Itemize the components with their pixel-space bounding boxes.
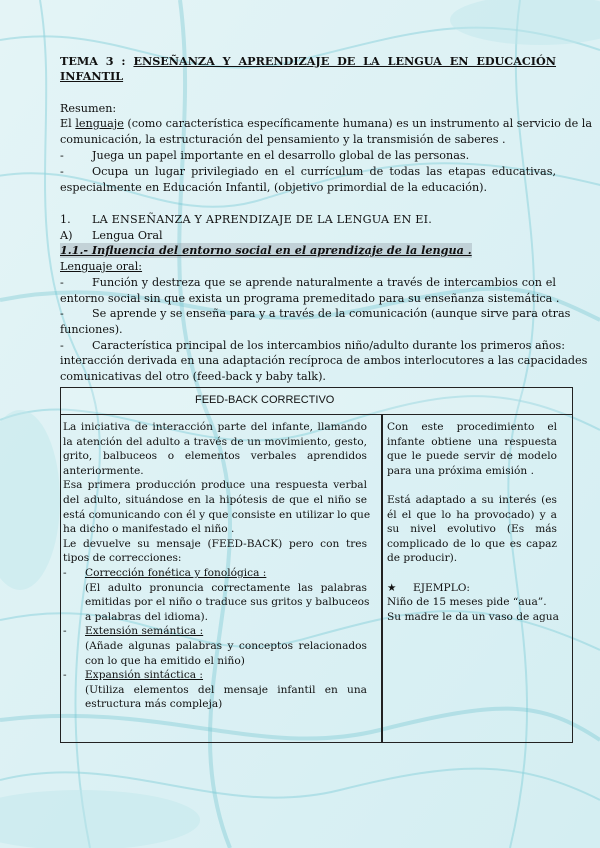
left-line: anteriormente. <box>63 464 144 477</box>
left-line: Esa primera producción produce una respuesta verbal <box>63 479 367 492</box>
correction-2-line: con lo que ha emitido el niño) <box>85 654 245 667</box>
subsection-a-label: A) <box>60 229 73 242</box>
right-line: de producir). <box>387 552 458 565</box>
feedback-table-header: FEED-BACK CORRECTIVO <box>195 394 335 406</box>
right-line: que le puede servir de modelo <box>387 450 557 463</box>
oral-bullet-3-line3: comunicativas del otro (feed-back y baby talk). <box>60 370 326 383</box>
oral-bullet-3-line1: Característica principal de los intercambios niño/adulto durante los primeros años: <box>92 339 566 352</box>
resumen-p1-b: (como característica específicamente humana) es un instrumento al servicio de la <box>127 117 593 130</box>
document-title <box>60 54 556 84</box>
oral-bullet-1-line1: Función y destreza que se aprende naturalmente a través de intercambios con el <box>92 276 556 289</box>
resumen-bullet-2-line2: especialmente en Educación Infantil, (objetivo primordial de la educación). <box>60 181 488 194</box>
example-label: EJEMPLO: <box>413 581 470 594</box>
right-line: Está adaptado a su interés (es <box>387 493 557 506</box>
correction-2-title-row: - Extensión semántica : <box>63 625 204 638</box>
title-line1: ENSEÑANZA Y APRENDIZAJE DE LA LENGUA EN EDUCACIÓN <box>133 54 557 68</box>
oral-bullet-1-line2: entorno social sin que exista un programa premeditado para su enseñanza sistemática . <box>60 292 560 305</box>
correction-1-title: Corrección fonética y fonológica : <box>85 566 267 579</box>
resumen-paragraph-line1 <box>60 116 593 131</box>
resumen-bullet-2-line1: Ocupa un lugar privilegiado en el currículum de todas las etapas educativas, <box>92 165 556 178</box>
example-line: Niño de 15 meses pide “aua”. <box>387 596 547 609</box>
star-icon: ★ <box>387 581 397 594</box>
bullet-dash: - <box>60 165 64 178</box>
oral-bullet-3-line2: interacción derivada en una adaptación recíproca de ambos interlocutores a las capacidades <box>60 354 588 367</box>
correction-1-line: a palabras del idioma). <box>85 610 209 623</box>
table-column-divider <box>381 415 383 743</box>
table-right-cell <box>387 420 557 624</box>
left-line: Le devuelve su mensaje (FEED-BACK) pero con tres <box>63 537 367 550</box>
resumen-bullet-1: Juega un papel importante en el desarrollo global de las personas. <box>92 149 470 162</box>
right-line: él el que lo ha provocado) y a <box>387 508 557 521</box>
section-title: LA ENSEÑANZA Y APRENDIZAJE DE LA LENGUA EN EI. <box>92 213 432 226</box>
left-line: está comunicando con él y que consiste en utilizar lo que <box>63 508 371 521</box>
subsection-1-1-title: 1.1.- Influencia del entorno social en el aprendizaje de la lengua . <box>60 243 472 257</box>
resumen-p1-a: El <box>60 117 72 130</box>
right-line: para una próxima emisión . <box>387 464 534 477</box>
correction-2-line: (Añade algunas palabras y conceptos relacionados <box>85 639 367 652</box>
oral-bullet-2-line2: funciones). <box>60 323 123 336</box>
left-line: la atención del adulto a través de un movimiento, gesto, <box>63 435 367 448</box>
resumen-paragraph-line2: comunicación, la estructuración del pensamiento y la transmisión de saberes . <box>60 133 506 146</box>
lenguaje-term: lenguaje <box>75 117 124 130</box>
correction-3-line: estructura más compleja) <box>85 698 223 711</box>
correction-1-title-row: - Corrección fonética y fonológica : <box>63 566 267 579</box>
left-line: ha dicho o manifestado el niño . <box>63 523 235 536</box>
example-label-row <box>387 581 557 596</box>
lenguaje-oral-heading: Lenguaje oral: <box>60 260 143 273</box>
correction-1-line: (El adulto pronuncia correctamente las palabras <box>85 581 367 594</box>
bullet-dash: - <box>60 149 64 162</box>
right-line: complicado de lo que es capaz <box>387 537 557 550</box>
table-left-cell <box>63 420 371 712</box>
left-line: del adulto, situándose en la hipótesis de que el niño se <box>63 493 367 506</box>
title-line2: INFANTIL <box>60 69 124 83</box>
title-prefix: TEMA 3 : <box>60 54 126 68</box>
bullet-dash: - <box>60 339 64 352</box>
bullet-dash: - <box>60 276 64 289</box>
correction-3-line: (Utiliza elementos del mensaje infantil en una <box>85 683 367 696</box>
oral-bullet-2-line1: Se aprende y se enseña para y a través de la comunicación (aunque sirve para otras <box>92 307 571 320</box>
right-line: su nivel evolutivo (Es más <box>387 523 557 536</box>
right-line: Con este procedimiento el <box>387 421 557 433</box>
correction-3-title-row: - Expansión sintáctica : <box>63 669 204 682</box>
correction-2-title: Extensión semántica : <box>85 625 204 638</box>
correction-3-title: Expansión sintáctica : <box>85 669 204 682</box>
right-line: infante obtiene una respuesta <box>387 435 557 448</box>
correction-1-line: emitidas por el niño o traduce sus gritos y balbuceos <box>85 596 370 609</box>
resumen-heading: Resumen: <box>60 102 117 115</box>
bullet-dash: - <box>60 307 64 320</box>
left-line: tipos de correcciones: <box>63 552 182 565</box>
section-number: 1. <box>60 213 71 226</box>
left-line: grito, balbuceos o elementos verbales aprendidos <box>63 450 367 463</box>
example-line: Su madre le da un vaso de agua <box>387 610 559 623</box>
left-line: La iniciativa de interacción parte del infante, llamando <box>63 421 367 433</box>
subsection-a-title: Lengua Oral <box>92 229 163 242</box>
